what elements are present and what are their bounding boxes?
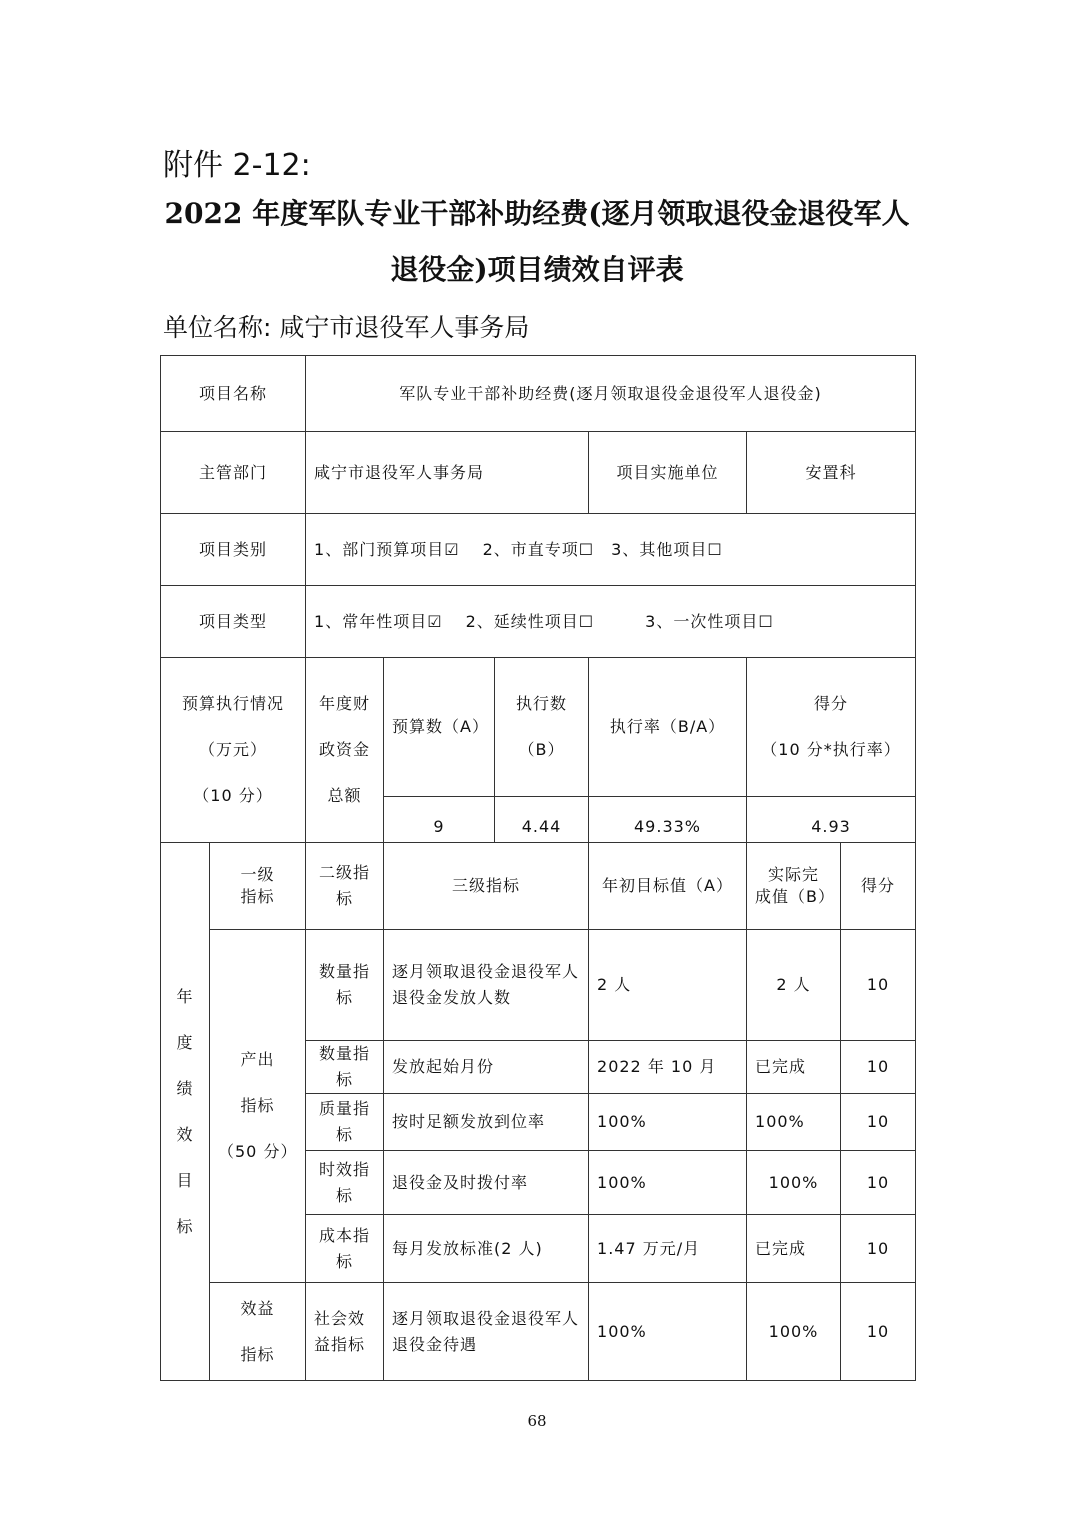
document-title-line1: 2022 年度军队专业干部补助经费(逐月领取退役金退役军人 (164, 197, 910, 230)
row-target: 100% (589, 1283, 747, 1381)
row-score: 10 (841, 1283, 916, 1381)
row-level2: 社会效益指标 (306, 1283, 384, 1381)
output-indicator-label: 产出 指标 （50 分） (210, 930, 306, 1283)
row-level3: 逐月领取退役金退役军人退役金发放人数 (384, 930, 589, 1041)
document-title-line2: 退役金)项目绩效自评表 (390, 253, 684, 286)
row-budget-header (161, 658, 916, 797)
budget-a-label: 预算数（A） (384, 658, 495, 797)
annual-goals-label: 年 度 绩 效 目 标 (161, 843, 210, 1381)
row-actual: 2 人 (747, 930, 841, 1041)
header-score: 得分 (841, 843, 916, 930)
row-score: 10 (841, 1151, 916, 1215)
row-type (161, 586, 916, 658)
category-label: 项目类别 (161, 514, 306, 586)
category-value: 1、部门预算项目☑ 2、市直专项☐ 3、其他项目☐ (306, 514, 916, 586)
row-target: 100% (589, 1151, 747, 1215)
type-value: 1、常年性项目☑ 2、延续性项目☐ 3、一次性项目☐ (306, 586, 916, 658)
budget-b-label: 执行数 （B） (495, 658, 589, 797)
budget-score-label: 得分 （10 分*执行率） (747, 658, 916, 797)
row-actual: 已完成 (747, 1215, 841, 1283)
row-actual: 100% (747, 1151, 841, 1215)
table-row (161, 930, 916, 1041)
budget-score-value: 4.93 (747, 797, 916, 843)
row-project-name (161, 356, 916, 432)
header-level1: 一级 指标 (210, 843, 306, 930)
table-row (161, 1283, 916, 1381)
dept-label: 主管部门 (161, 432, 306, 514)
row-target: 1.47 万元/月 (589, 1215, 747, 1283)
evaluation-table (160, 355, 916, 1381)
row-target: 2 人 (589, 930, 747, 1041)
page-number: 68 (527, 1412, 547, 1430)
row-level3: 退役金及时拨付率 (384, 1151, 589, 1215)
row-department (161, 432, 916, 514)
benefit-indicator-label: 效益 指标 (210, 1283, 306, 1381)
row-level2: 质量指标 (306, 1094, 384, 1151)
header-target: 年初目标值（A） (589, 843, 747, 930)
unit-name: 单位名称: 咸宁市退役军人事务局 (163, 313, 530, 342)
header-actual: 实际完 成值（B） (747, 843, 841, 930)
impl-value: 安置科 (747, 432, 916, 514)
type-label: 项目类型 (161, 586, 306, 658)
row-level2: 数量指标 (306, 930, 384, 1041)
project-name-value: 军队专业干部补助经费(逐月领取退役金退役军人退役金) (306, 356, 916, 432)
row-actual: 100% (747, 1094, 841, 1151)
row-level3: 发放起始月份 (384, 1041, 589, 1094)
project-name-label: 项目名称 (161, 356, 306, 432)
row-target: 100% (589, 1094, 747, 1151)
header-level3: 三级指标 (384, 843, 589, 930)
budget-rate-label: 执行率（B/A） (589, 658, 747, 797)
budget-label: 预算执行情况 （万元） （10 分） (161, 658, 306, 843)
budget-b-value: 4.44 (495, 797, 589, 843)
fund-total-label: 年度财 政资金 总额 (306, 658, 384, 843)
attachment-label: 附件 2-12: (163, 148, 311, 183)
row-level2: 数量指标 (306, 1041, 384, 1094)
budget-a-value: 9 (384, 797, 495, 843)
row-category (161, 514, 916, 586)
header-level2: 二级指标 (306, 843, 384, 930)
dept-value: 咸宁市退役军人事务局 (306, 432, 589, 514)
row-level2: 时效指标 (306, 1151, 384, 1215)
row-actual: 100% (747, 1283, 841, 1381)
row-score: 10 (841, 1094, 916, 1151)
row-score: 10 (841, 1041, 916, 1094)
row-score: 10 (841, 1215, 916, 1283)
row-score: 10 (841, 930, 916, 1041)
row-level3: 按时足额发放到位率 (384, 1094, 589, 1151)
row-target: 2022 年 10 月 (589, 1041, 747, 1094)
budget-rate-value: 49.33% (589, 797, 747, 843)
evaluation-table-wrapper (160, 355, 915, 1381)
row-level3: 逐月领取退役金退役军人退役金待遇 (384, 1283, 589, 1381)
row-level3: 每月发放标准(2 人) (384, 1215, 589, 1283)
row-actual: 已完成 (747, 1041, 841, 1094)
row-goals-header (161, 843, 916, 930)
impl-label: 项目实施单位 (589, 432, 747, 514)
row-level2: 成本指标 (306, 1215, 384, 1283)
